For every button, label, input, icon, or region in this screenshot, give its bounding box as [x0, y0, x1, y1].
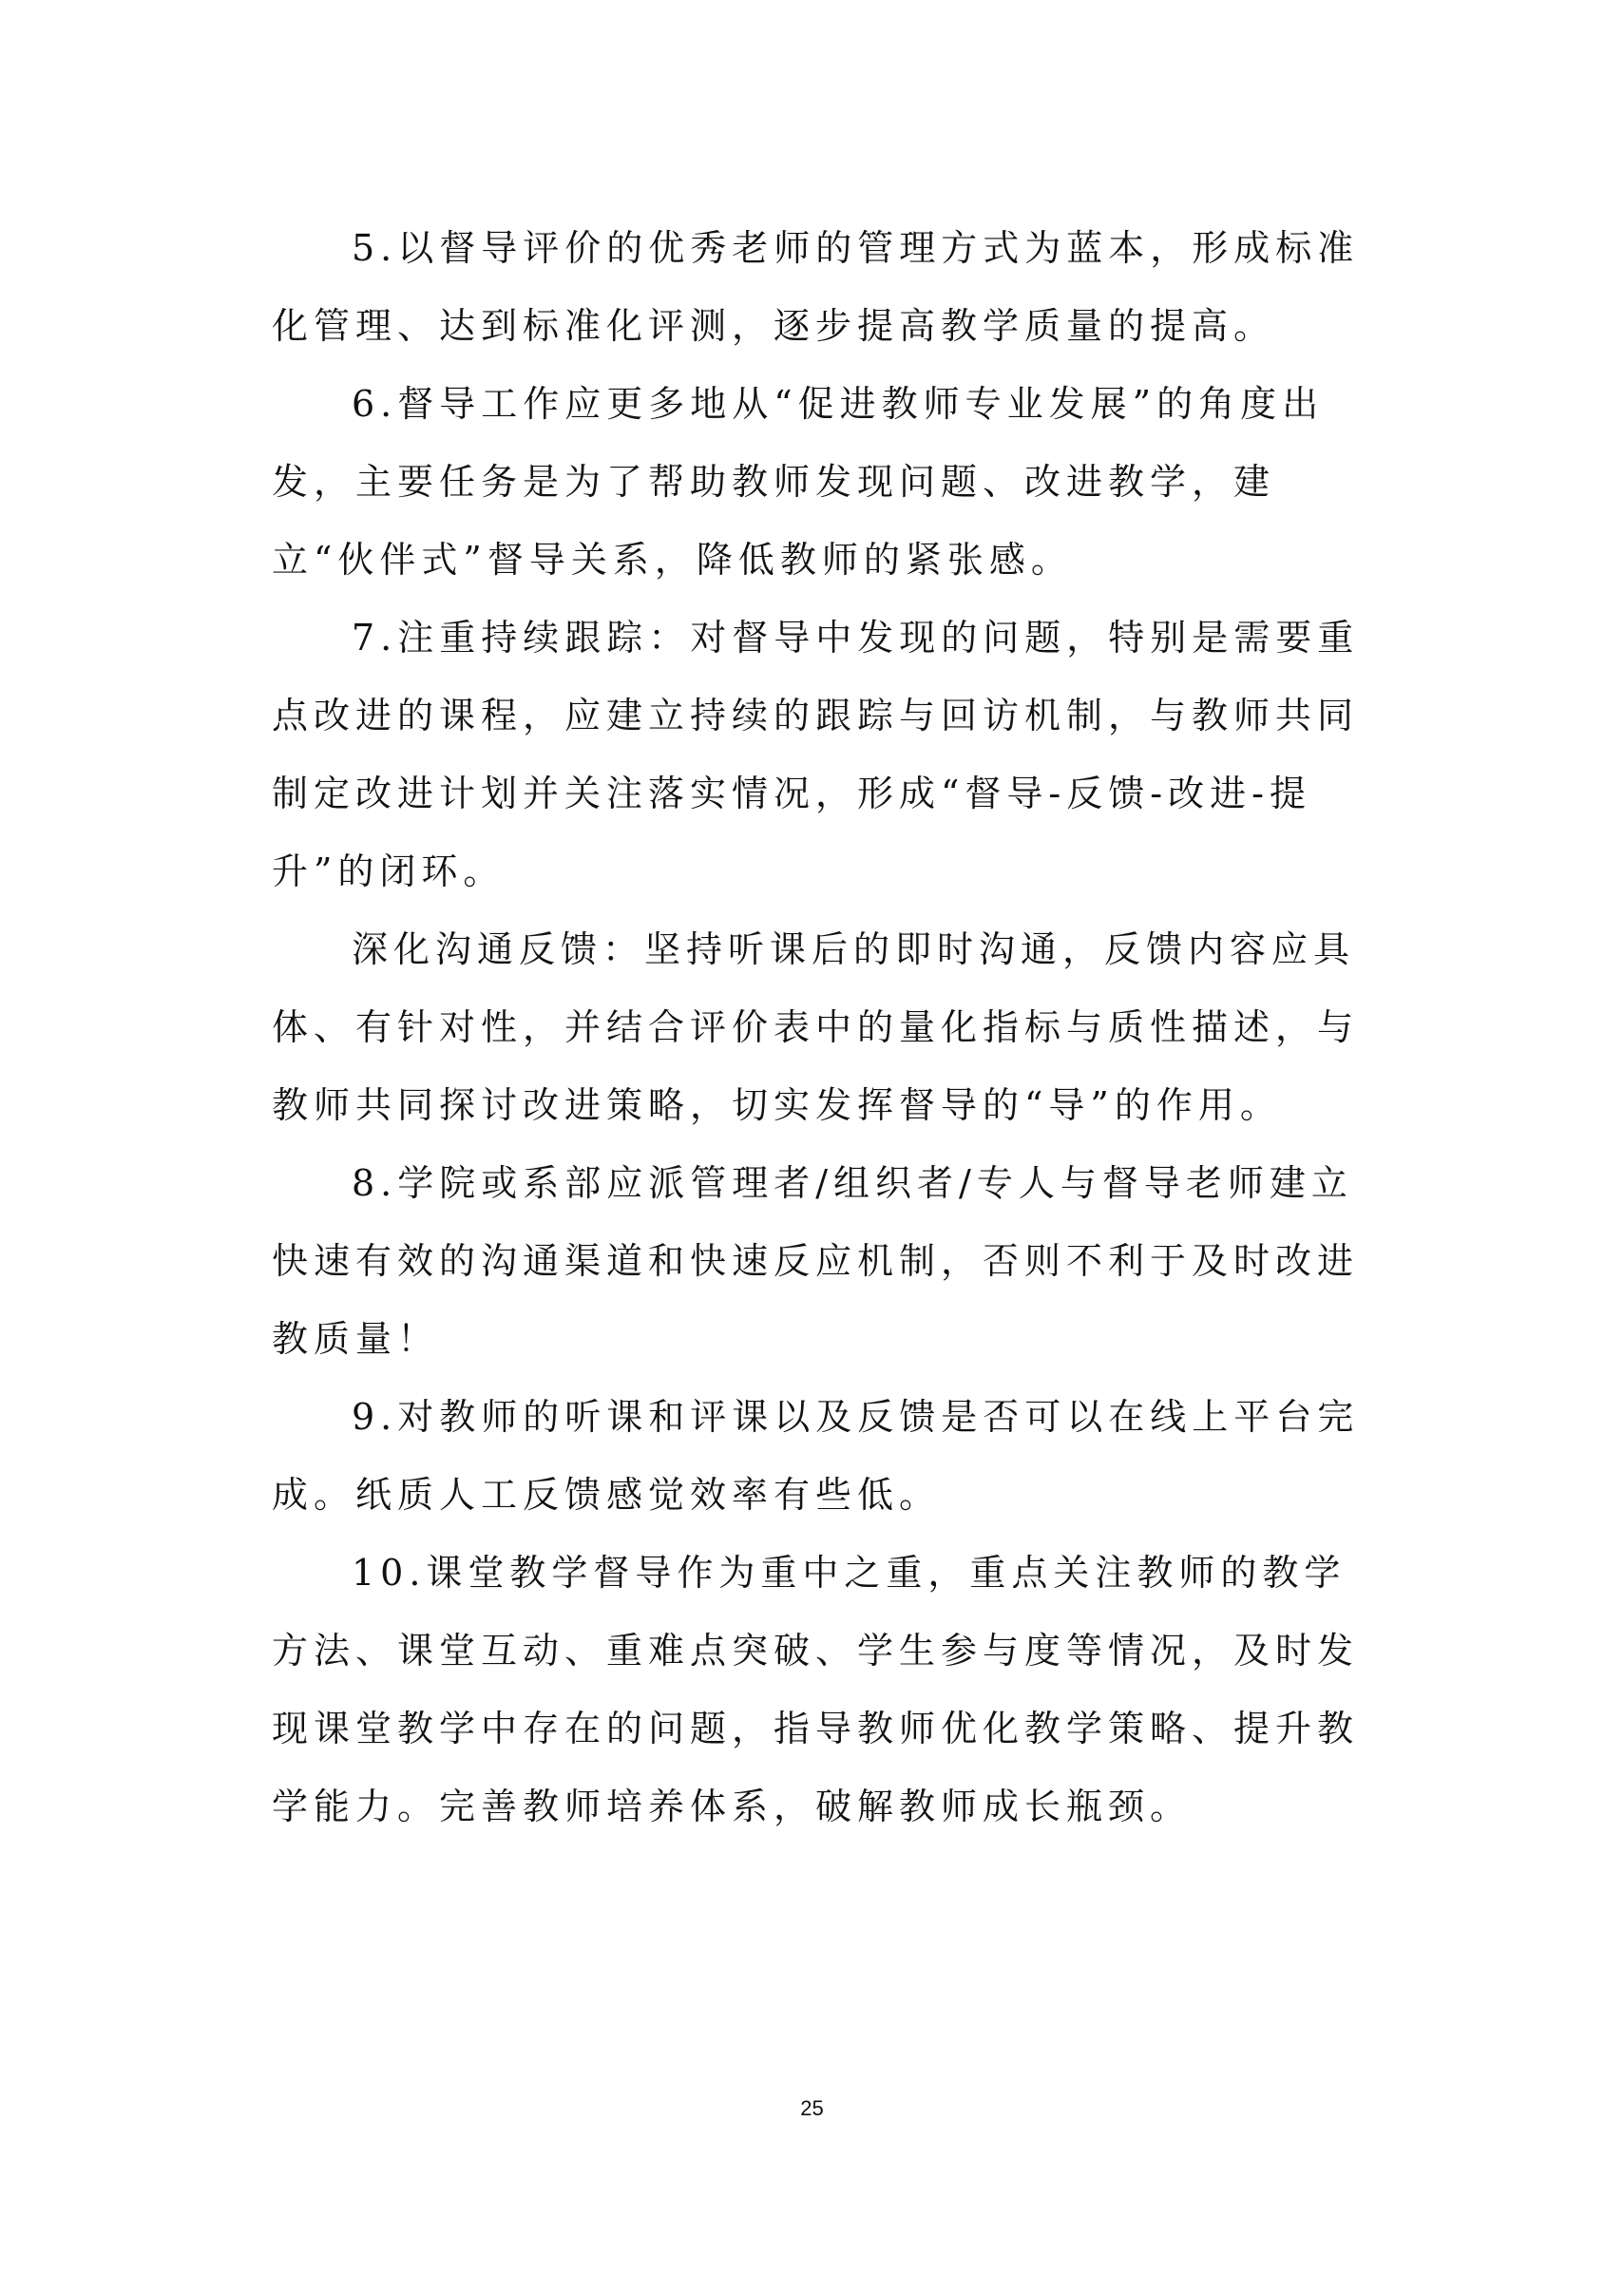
page-number: 25 [800, 2096, 824, 2120]
paragraph-item-5: 5.以督导评价的优秀老师的管理方式为蓝本，形成标准化管理、达到标准化评测，逐步提高教学质量的提高。 [272, 227, 1360, 347]
paragraph-item-8: 8.学院或系部应派管理者/组织者/专人与督导老师建立快速有效的沟通渠道和快速反应机制，否则不利于及时改进教质量！ [272, 1162, 1360, 1360]
paragraph-item-7: 7.注重持续跟踪：对督导中发现的问题，特别是需要重点改进的课程，应建立持续的跟踪与回访机制，与教师共同制定改进计划并关注落实情况，形成“督导-反馈-改进-提升”的闭环。 [272, 617, 1360, 892]
paragraph-item-9: 9.对教师的听课和评课以及反馈是否可以在线上平台完成。纸质人工反馈感觉效率有些低。 [272, 1396, 1360, 1516]
paragraph-item-6: 6.督导工作应更多地从“促进教师专业发展”的角度出发，主要任务是为了帮助教师发现问题、改进教学，建立“伙伴式”督导关系，降低教师的紧张感。 [272, 383, 1325, 581]
paragraph-item-10: 10.课堂教学督导作为重中之重，重点关注教师的教学方法、课堂互动、重难点突破、学生参与度等情况，及时发现课堂教学中存在的问题，指导教师优化教学策略、提升教学能力。完善教师培养体系，破解教师成长瓶颈。 [272, 1552, 1360, 1827]
paragraph-feedback: 深化沟通反馈：坚持听课后的即时沟通，反馈内容应具体、有针对性，并结合评价表中的量化指标与质性描述，与教师共同探讨改进策略，切实发挥督导的“导”的作用。 [272, 928, 1360, 1126]
document-body [272, 209, 1365, 1845]
